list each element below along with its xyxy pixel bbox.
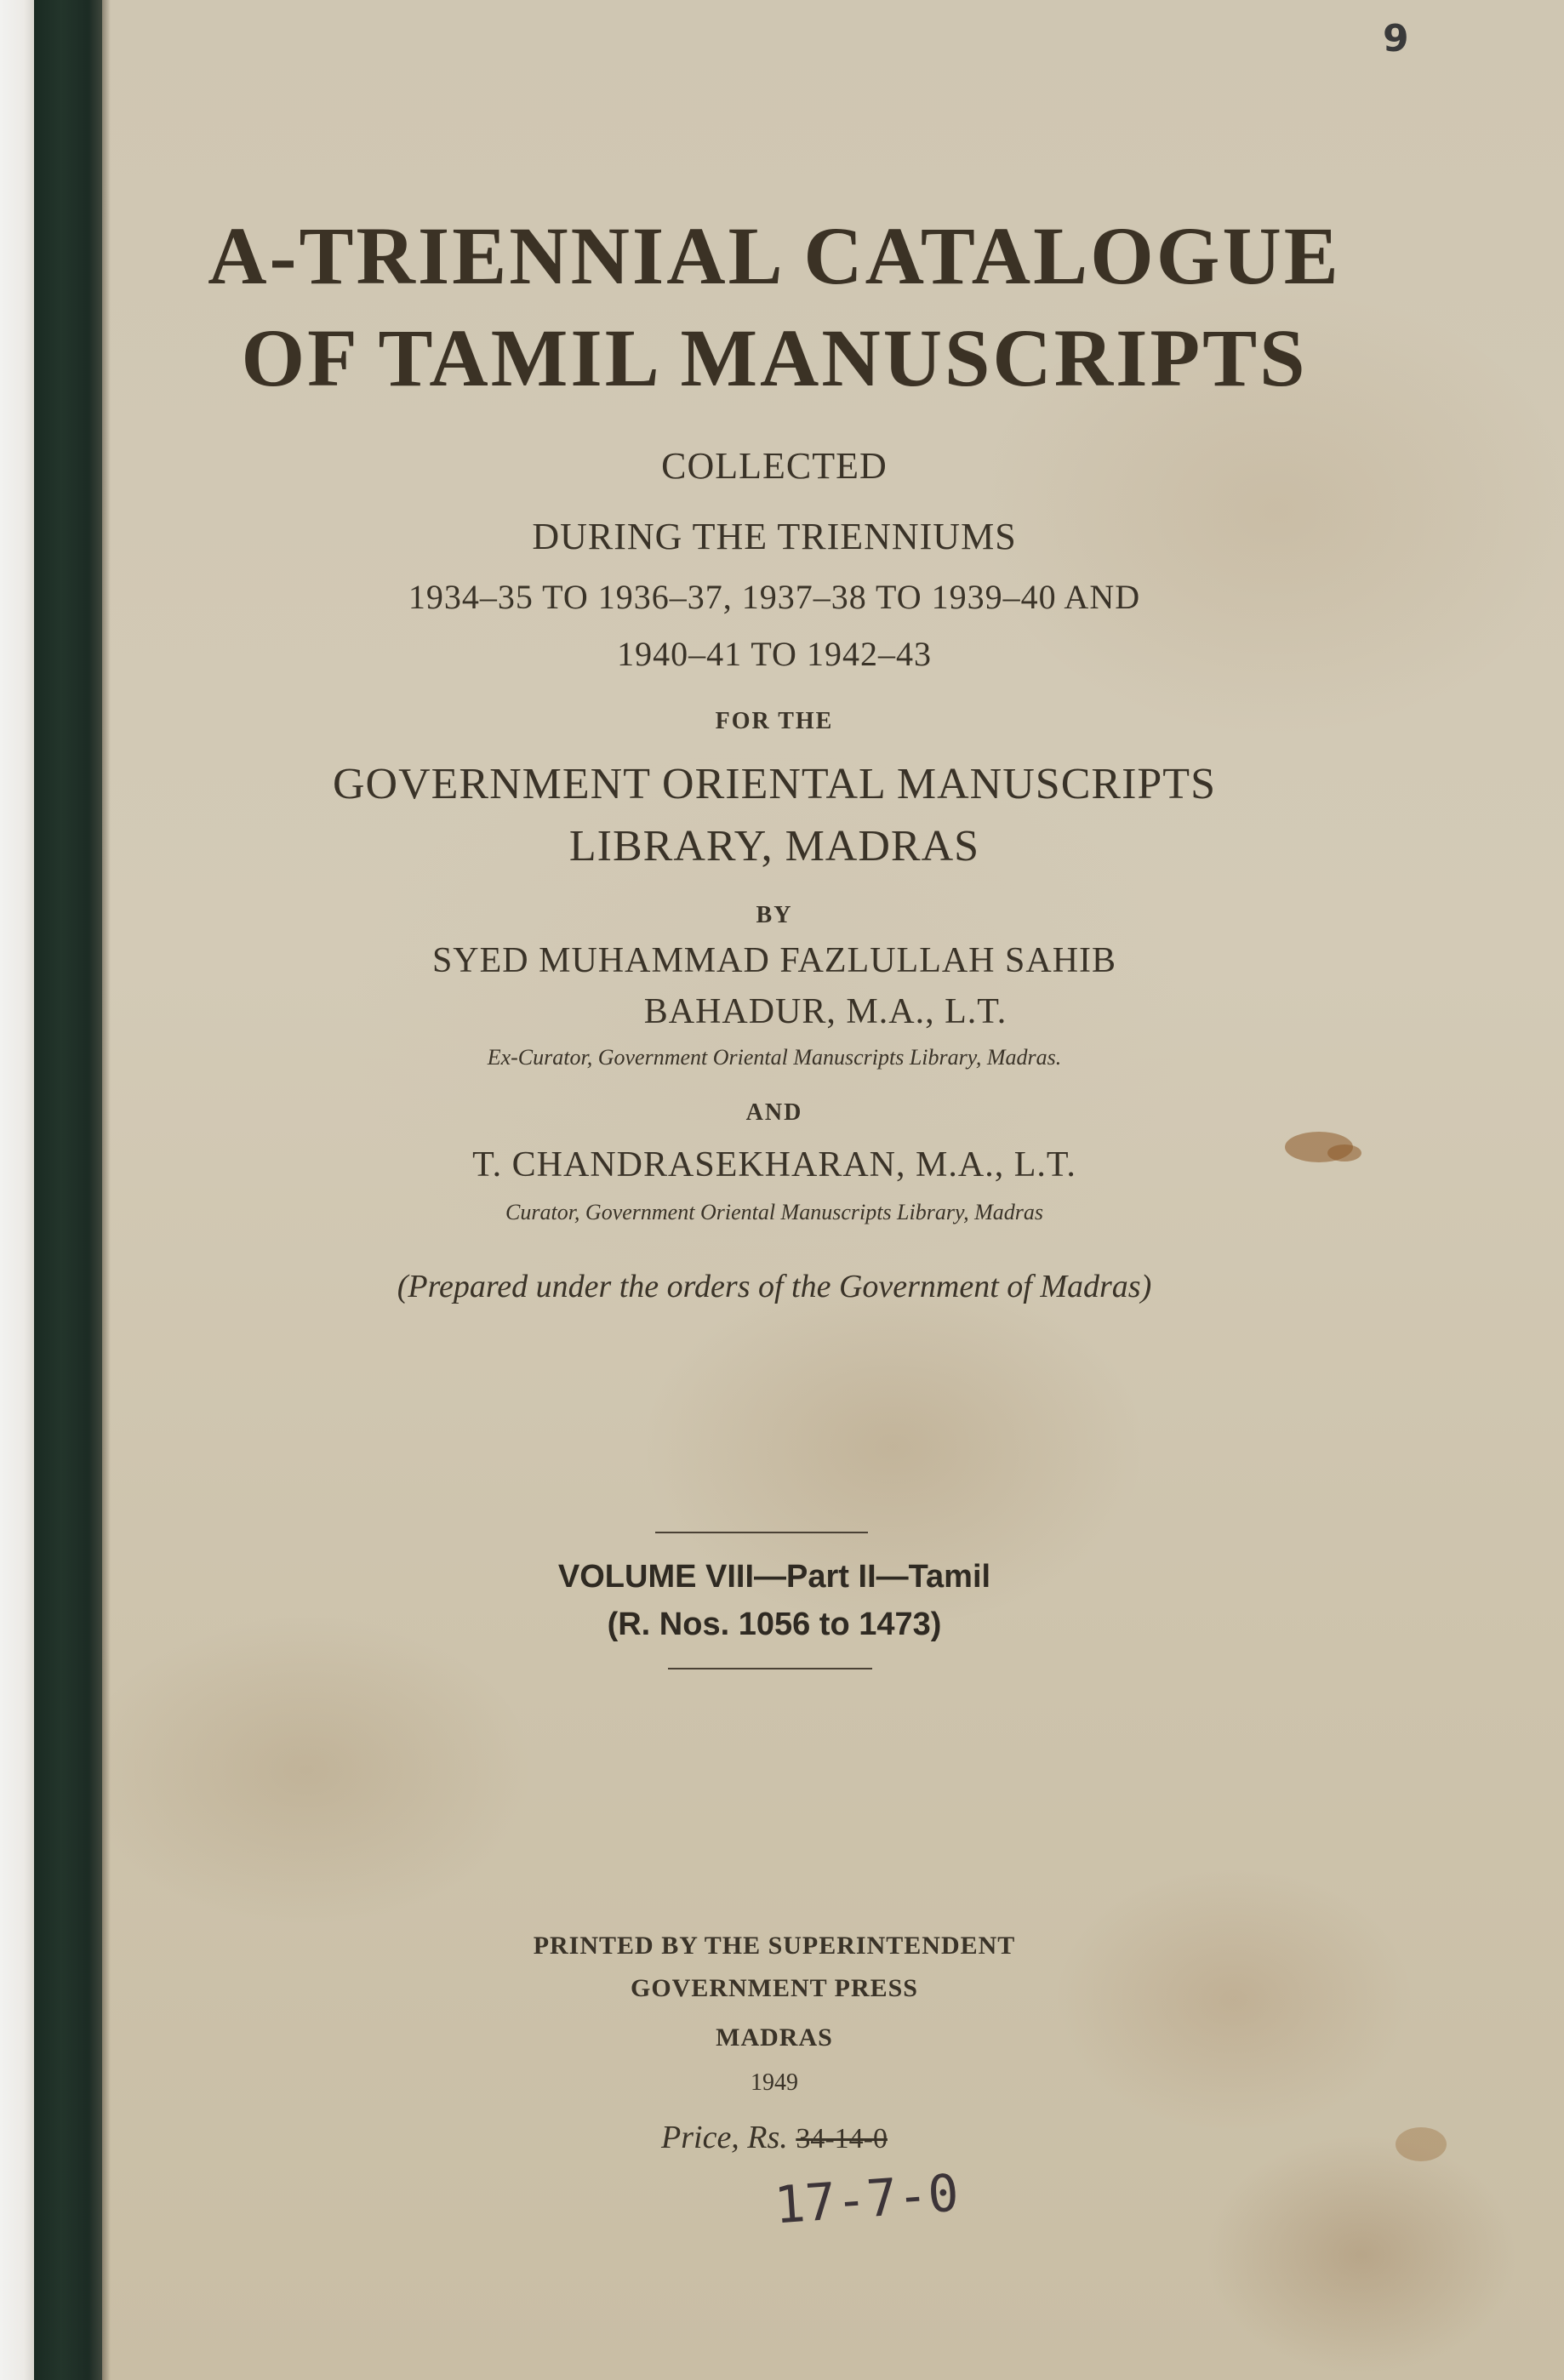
volume-line-1: VOLUME VIII—Part II—Tamil (557, 1559, 991, 1595)
author1-role: Ex-Curator, Government Oriental Manuscripts Library, Madras. (487, 1045, 1062, 1070)
printer-line-3: MADRAS (716, 2023, 833, 2052)
by-text: BY (756, 902, 793, 928)
title-line-2: OF TAMIL MANUSCRIPTS (241, 312, 1308, 403)
library-line-1: GOVERNMENT ORIENTAL MANUSCRIPTS (333, 760, 1216, 808)
divider-bottom (668, 1668, 872, 1669)
divider-top (655, 1532, 868, 1533)
page-spine-edge (0, 0, 34, 2380)
publication-year: 1949 (751, 2069, 798, 2096)
author2-role: Curator, Government Oriental Manuscripts Library, Madras (505, 1200, 1043, 1224)
author2-name: T. CHANDRASEKHARAN, M.A., L.T. (472, 1145, 1076, 1184)
title-line-1: A-TRIENNIAL CATALOGUE (208, 210, 1341, 301)
binding-shadow (102, 0, 111, 2380)
price-struck: 34-14-0 (796, 2123, 888, 2155)
cloth-binding (34, 0, 102, 2380)
prepared-note: (Prepared under the orders of the Government of Madras) (397, 1269, 1152, 1304)
during-text: DURING THE TRIENNIUMS (532, 516, 1017, 557)
and-text: AND (745, 1099, 803, 1126)
collected-text: COLLECTED (661, 445, 888, 487)
printer-line-2: GOVERNMENT PRESS (630, 1974, 918, 2002)
dates-line-2: 1940–41 TO 1942–43 (617, 635, 932, 673)
volume-line-2: (R. Nos. 1056 to 1473) (607, 1607, 942, 1642)
price-line (136, 2119, 1413, 2156)
title-page (111, 0, 1564, 2380)
for-the-text: FOR THE (715, 708, 834, 734)
handwritten-price: 17-7-0 (772, 2163, 961, 2236)
author1-name-line-2: BAHADUR, M.A., L.T. (643, 992, 1007, 1031)
printer-line-1: PRINTED BY THE SUPERINTENDENT (533, 1932, 1016, 1960)
corner-number: 9 (1383, 17, 1409, 60)
dates-line-1: 1934–35 TO 1936–37, 1937–38 TO 1939–40 AND (408, 578, 1141, 616)
author1-name-line-1: SYED MUHAMMAD FAZLULLAH SAHIB (431, 941, 1117, 980)
library-line-2: LIBRARY, MADRAS (568, 822, 980, 870)
price-label: Price, Rs. (661, 2120, 788, 2155)
